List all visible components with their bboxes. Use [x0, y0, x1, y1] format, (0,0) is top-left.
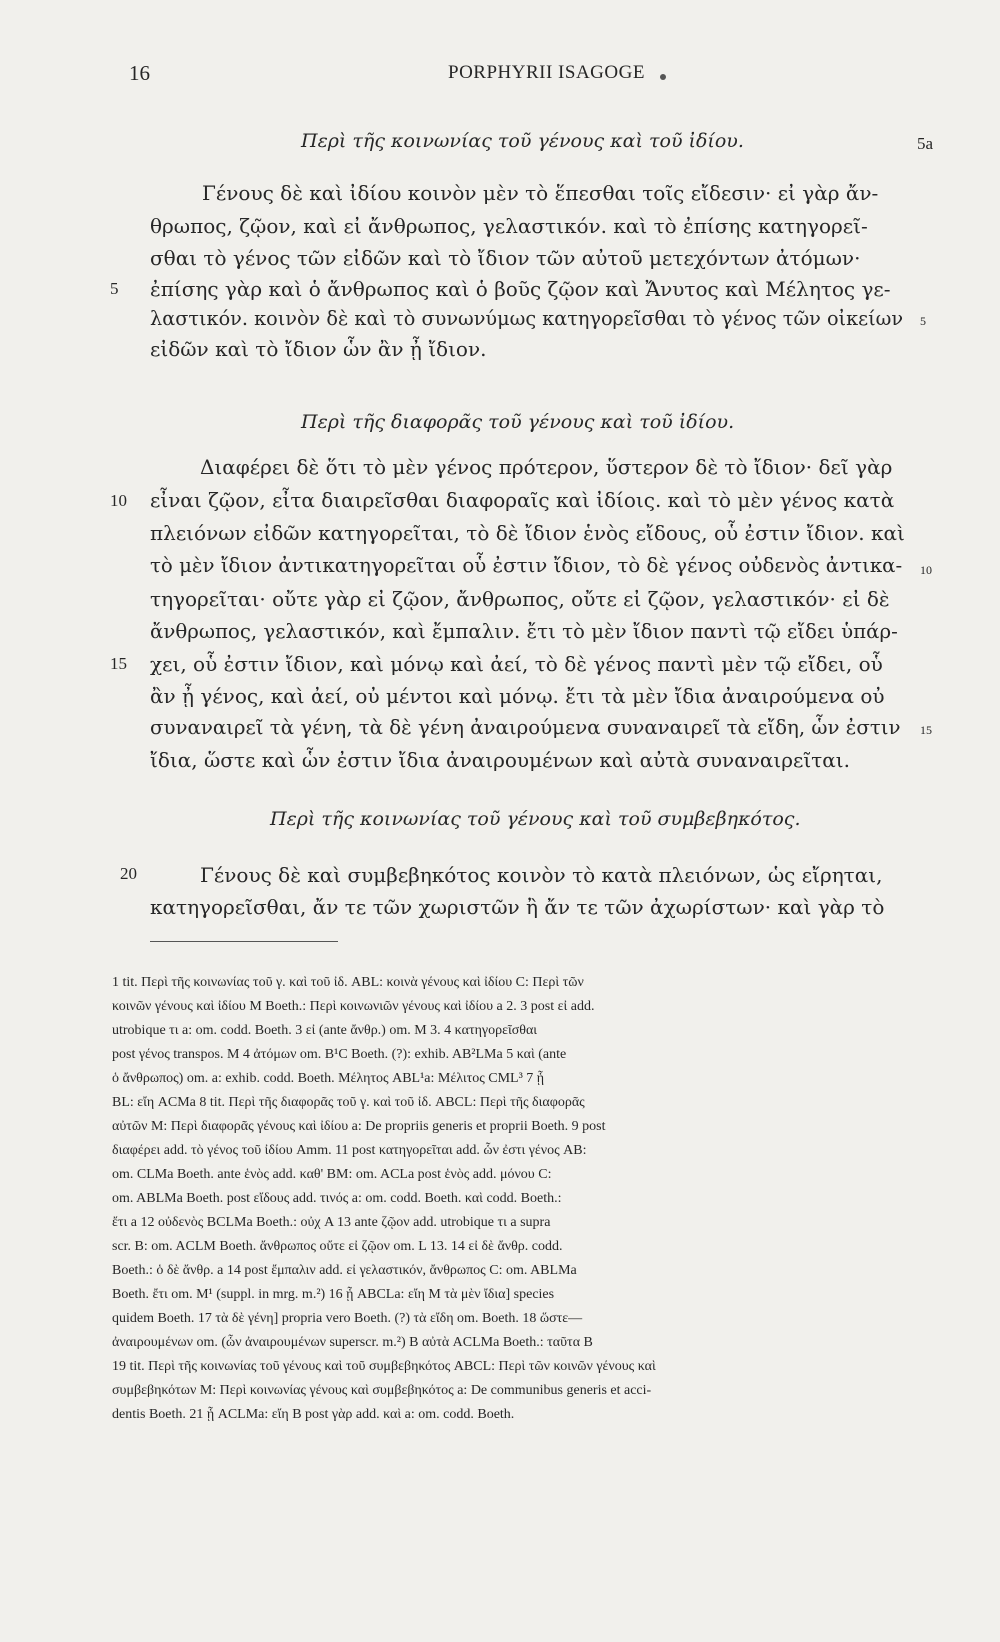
text-line: Γένους δὲ καὶ συμβεβηκότος κοινὸν τὸ κατὰ πλειόνων, ὡς εἴρηται, — [200, 863, 883, 887]
page-number: 16 — [129, 61, 150, 85]
line-number: 10 — [920, 563, 932, 577]
text-line: Γένους δὲ καὶ ἰδίου κοινὸν μὲν τὸ ἕπεσθαι τοῖς εἴδεσιν· εἰ γὰρ ἄν- — [202, 181, 879, 205]
apparatus-line: BL: εἴη ACMa 8 tit. Περὶ τῆς διαφορᾶς τοῦ γ. καὶ τοῦ ἰδ. ABCL: Περὶ τῆς διαφορᾶς — [112, 1095, 585, 1110]
apparatus-line: 1 tit. Περὶ τῆς κοινωνίας τοῦ γ. καὶ τοῦ ἰδ. ABL: κοινὰ γένους καὶ ἰδίου C: Περὶ τῶν — [112, 975, 584, 990]
section-title: Περὶ τῆς κοινωνίας τοῦ γένους καὶ τοῦ ἰδίου. — [301, 130, 744, 152]
apparatus-line: ὁ ἄνθρωπος) om. a: exhib. codd. Boeth. Μέλητος ABL¹a: Μέλιτος CML³ 7 ᾖ — [112, 1071, 545, 1086]
text-line: ἄνθρωπος, γελαστικόν, καὶ ἔμπαλιν. ἔτι τὸ μὲν ἴδιον παντὶ τῷ εἴδει ὑπάρ- — [150, 620, 898, 643]
line-number: 5 — [110, 279, 119, 298]
apparatus-line: συμβεβηκότων M: Περὶ κοινωνίας γένους καὶ συμβεβηκότος a: De communibus generis et acci- — [112, 1383, 652, 1398]
text-line: ἴδια, ὥστε καὶ ὧν ἐστιν ἴδια ἀναιρουμένων καὶ αὐτὰ συναναιρεῖται. — [150, 748, 850, 772]
text-line: λαστικόν. κοινὸν δὲ καὶ τὸ συνωνύμως κατηγορεῖσθαι τὸ γένος τῶν οἰκείων — [150, 307, 904, 330]
text-line: χει, οὗ ἐστιν ἴδιον, καὶ μόνῳ καὶ ἀεί, τὸ δὲ γένος παντὶ μὲν τῷ εἴδει, οὗ — [150, 652, 883, 676]
apparatus-line: διαφέρει add. τὸ γένος τοῦ ἰδίου Amm. 11 post κατηγορεῖται add. ὧν ἐστι γένος AB: — [112, 1143, 587, 1158]
apparatus-line: post γένος transpos. M 4 ἀτόμων om. B¹C Boeth. (?): exhib. AB²LMa 5 καὶ (ante — [112, 1047, 567, 1062]
apparatus-line: om. ABLMa Boeth. post εἴδους add. τινός a: om. codd. Boeth. καὶ codd. Boeth.: — [112, 1191, 562, 1206]
text-line: πλειόνων εἰδῶν κατηγορεῖται, τὸ δὲ ἴδιον ἑνὸς εἴδους, οὗ ἐστιν ἴδιον. καὶ — [150, 521, 905, 545]
line-number: 15 — [110, 654, 127, 673]
apparatus-line: κοινῶν γένους καὶ ἰδίου M Boeth.: Περὶ κοινωνιῶν γένους καὶ ἰδίου a 2. 3 post εἰ add. — [112, 999, 595, 1014]
apparatus-line: utrobique τι a: om. codd. Boeth. 3 εἰ (ante ἄνθρ.) om. M 3. 4 κατηγορεῖσθαι — [112, 1023, 538, 1038]
section-title: Περὶ τῆς κοινωνίας τοῦ γένους καὶ τοῦ συμβεβηκότος. — [270, 808, 801, 830]
line-number: 15 — [920, 723, 932, 737]
text-line: τὸ μὲν ἴδιον ἀντικατηγορεῖται οὗ ἐστιν ἴδιον, τὸ δὲ γένος οὐδενὸς ἀντικα- — [150, 554, 903, 577]
running-title: PORPHYRII ISAGOGE — [448, 62, 645, 83]
text-line: συναναιρεῖ τὰ γένη, τὰ δὲ γένη ἀναιρούμενα συναναιρεῖ τὰ εἴδη, ὧν ἐστιν — [150, 716, 901, 739]
footnote-divider — [150, 941, 338, 942]
line-number: 20 — [120, 864, 137, 883]
apparatus-line: ἀναιρουμένων om. (ὧν ἀναιρουμένων superscr. m.²) B αὐτὰ ACLMa Boeth.: ταῦτα B — [112, 1335, 593, 1350]
text-line: σθαι τὸ γένος τῶν εἰδῶν καὶ τὸ ἴδιον τῶν αὐτοῦ μετεχόντων ἀτόμων· — [150, 246, 861, 270]
margin-reference: 5a — [917, 134, 934, 153]
apparatus-line: scr. B: om. ACLM Boeth. ἄνθρωπος οὔτε εἰ ζῷον om. L 13. 14 εἰ δὲ ἄνθρ. codd. — [112, 1239, 563, 1254]
apparatus-line: αὐτῶν M: Περὶ διαφορᾶς γένους καὶ ἰδίου a: De propriis generis et proprii Boeth. 9 post — [112, 1119, 606, 1134]
apparatus-line: Boeth.: ὁ δὲ ἄνθρ. a 14 post ἔμπαλιν add. εἰ γελαστικόν, ἄνθρωπος C: om. ABLMa — [112, 1263, 577, 1278]
text-line: Διαφέρει δὲ ὅτι τὸ μὲν γένος πρότερον, ὕστερον δὲ τὸ ἴδιον· δεῖ γὰρ — [200, 455, 893, 479]
apparatus-line: 19 tit. Περὶ τῆς κοινωνίας τοῦ γένους καὶ τοῦ συμβεβηκότος ABCL: Περὶ τῶν κοινῶν γένους καὶ — [112, 1359, 656, 1374]
line-number: 10 — [110, 491, 127, 510]
text-line: θρωπος, ζῷον, καὶ εἰ ἄνθρωπος, γελαστικόν. καὶ τὸ ἐπίσης κατηγορεῖ- — [150, 214, 868, 238]
text-line: κατηγορεῖσθαι, ἄν τε τῶν χωριστῶν ἢ ἄν τε τῶν ἀχωρίστων· καὶ γὰρ τὸ — [150, 895, 885, 919]
apparatus-line: Boeth. ἔτι om. M¹ (suppl. in mrg. m.²) 16 ᾖ ABCLa: εἴη M τὰ μὲν ἴδια] species — [112, 1287, 555, 1302]
apparatus-line: om. CLMa Boeth. ante ἑνὸς add. καθ' BM: om. ACLa post ἑνὸς add. μόνου C: — [112, 1167, 552, 1182]
text-line: ἂν ᾖ γένος, καὶ ἀεί, οὐ μέντοι καὶ μόνῳ. ἔτι τὰ μὲν ἴδια ἀναιρούμενα οὐ — [150, 684, 885, 708]
line-number: 5 — [920, 314, 926, 328]
ink-speck — [660, 74, 666, 80]
apparatus-line: dentis Boeth. 21 ᾖ ACLMa: εἴη B post γὰρ add. καὶ a: om. codd. Boeth. — [112, 1407, 515, 1422]
apparatus-line: ἔτι a 12 οὐδενὸς BCLMa Boeth.: οὐχ A 13 ante ζῷον add. utrobique τι a supra — [112, 1215, 551, 1230]
section-title: Περὶ τῆς διαφορᾶς τοῦ γένους καὶ τοῦ ἰδίου. — [301, 411, 735, 433]
text-line: εἶναι ζῷον, εἶτα διαιρεῖσθαι διαφοραῖς καὶ ἰδίοις. καὶ τὸ μὲν γένος κατὰ — [150, 488, 895, 512]
text-line: ἐπίσης γὰρ καὶ ὁ ἄνθρωπος καὶ ὁ βοῦς ζῷον καὶ Ἄνυτος καὶ Μέλητος γε- — [150, 277, 891, 301]
apparatus-line: quidem Boeth. 17 τὰ δὲ γένη] propria vero Boeth. (?) τὰ εἴδη om. Boeth. 18 ὥστε— — [112, 1311, 583, 1326]
text-line: τηγορεῖται· οὔτε γὰρ εἰ ζῷον, ἄνθρωπος, οὔτε εἰ ζῷον, γελαστικόν· εἰ δὲ — [150, 587, 890, 611]
text-line: εἰδῶν καὶ τὸ ἴδιον ὧν ἂν ᾖ ἴδιον. — [150, 337, 487, 361]
